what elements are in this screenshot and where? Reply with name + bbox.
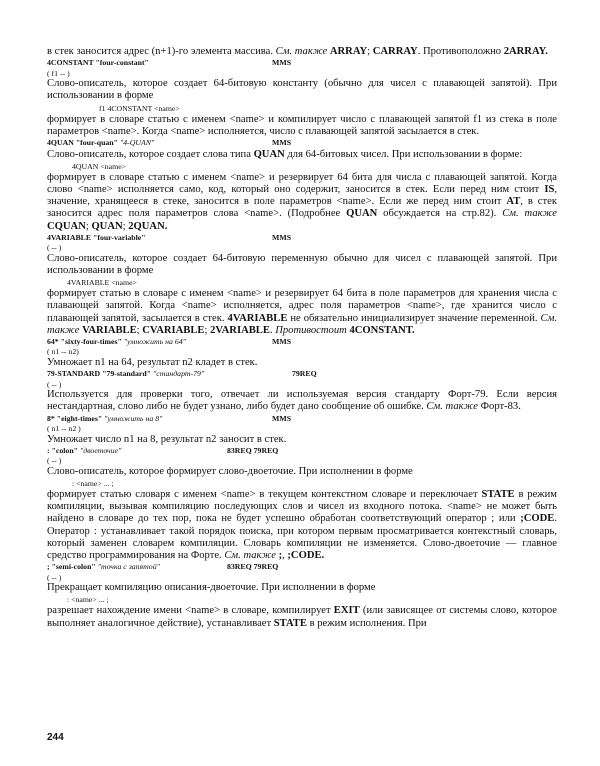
text-run: формирует в словаре статью с именем <name> и компилирует число с плавающей запятой f1 из стека в поле параметров <name>. Когда <name> исполняется, число с плавающей запятой засылается в стек.: [47, 113, 557, 137]
entry-translation: "точка с запятой": [97, 562, 160, 572]
text-run: . Противоположно: [417, 46, 504, 57]
paragraph: [47, 582, 557, 594]
entry-heading: [47, 369, 557, 380]
stack-notation: ( n1 -- n2): [47, 347, 79, 357]
bold-term: STATE: [481, 488, 515, 500]
stack-notation: ( -- ): [47, 243, 62, 253]
italic-text: См. также: [502, 208, 557, 220]
italic-text: См. также: [275, 46, 328, 57]
text-run: Форт-83.: [478, 401, 521, 413]
entry-translation: "умножить на 64": [123, 336, 186, 346]
italic-text: См. также: [426, 401, 478, 413]
bold-term: QUAN: [253, 148, 285, 160]
paragraph: [47, 149, 557, 161]
bold-term: 4CONSTANT.: [349, 324, 415, 336]
bold-term: AT: [506, 196, 521, 208]
entry-tags: MMS: [272, 336, 292, 346]
bold-term: 2VARIABLE: [210, 324, 270, 336]
page-number: 244: [47, 732, 64, 743]
entry-tags: MMS: [272, 232, 292, 242]
paragraph: [47, 288, 557, 337]
usage-example: : <name> ... ;: [67, 595, 109, 605]
entry-translation: "умножить на 8": [104, 413, 163, 423]
entry-pronunciation: "four-variable": [93, 232, 146, 242]
entry-name: 4VARIABLE: [47, 232, 92, 242]
entry-tags: 79REQ: [292, 369, 317, 379]
paragraph: [47, 466, 557, 478]
entry-name: 8*: [47, 413, 55, 423]
entry-translation: "стандарт-79": [153, 369, 205, 379]
entry-name: 64*: [47, 336, 59, 346]
paragraph: [47, 114, 557, 138]
entry-name: 4CONSTANT: [47, 58, 94, 68]
entry-pronunciation: "four-quan": [75, 138, 118, 148]
text-run: Используется для проверки того, отвечает ли используемая версия стандарту Форт-79. Если версия нестандартная, слово либо не будет узнано, либо будет дано сообщение об ошибке.: [47, 389, 557, 413]
document-page: [47, 46, 557, 630]
text-run: обсуждается на стр.82).: [377, 208, 503, 220]
bold-term: ;CODE: [520, 513, 555, 525]
text-run: , в стек заносится адрес поля параметров слова <name>. (Подробнее: [47, 196, 557, 220]
entry-pronunciation: "semi-colon": [51, 562, 96, 572]
bold-term: 4VARIABLE: [227, 312, 288, 324]
entry-name: 4QUAN: [47, 138, 74, 148]
usage-example: f1 4CONSTANT <name>: [99, 103, 180, 113]
entry-pronunciation: "79-standard": [102, 369, 152, 379]
bold-term: CARRAY: [372, 46, 418, 57]
text-run: . Оператор : устанавливает такой порядок поиска, при котором первым просматривается контекстный словарь, который заменен словарем компиляции. Словарь компиляции не изменяется. Слово-двоеточие — главное средство программирования на Форте.: [47, 513, 557, 561]
entry-heading: [47, 446, 557, 457]
text-run: ;: [122, 220, 129, 232]
italic-text: Противостоит: [275, 324, 347, 336]
bold-term: STATE: [273, 617, 307, 629]
text-run: для 64-битовых чисел. При использовании в форме:: [284, 148, 523, 160]
text-run: Слово-описатель, которое создает слова типа: [47, 148, 254, 160]
usage-example: 4VARIABLE <name>: [67, 278, 137, 288]
text-run: Умножает n1 на 64, результат n2 кладет в стек.: [47, 356, 258, 368]
entry-heading: [47, 337, 557, 348]
paragraph: [47, 605, 557, 629]
entry-translation: "двоеточие": [79, 445, 122, 455]
text-run: формирует статью в словаре с именем <name> и резервирует 64 бита в поле параметров для хранения числа с плавающей запятой. Когда <name> исполняется, адрес поля параметров <name>, где хранится число с плавающей запятой, засылается в стек.: [47, 288, 557, 324]
entry-name: :: [47, 445, 50, 455]
entry-name: ;: [47, 562, 50, 572]
text-run: в режим компиляции, вызывая компиляцию последующих слов и чисел из входного потока. <name> не может быть найдено в словаре до тех пор, пока не будет успешно обработан соответствующий оператор ; или: [47, 488, 557, 525]
bold-term: CVARIABLE: [142, 324, 205, 336]
text-run: ;: [85, 220, 92, 232]
bold-term: VARIABLE: [82, 324, 137, 336]
entry-pronunciation: "colon": [51, 445, 78, 455]
entry-heading: [47, 138, 557, 149]
text-run: Слово-описатель, которое формирует слово-двоеточие. При исполнении в форме: [47, 465, 413, 477]
bold-term: QUAN: [346, 208, 378, 220]
stack-notation: ( f1 -- ): [47, 68, 70, 78]
text-run: ;: [367, 46, 373, 57]
entry-pronunciation: "four-constant": [95, 58, 149, 68]
entry-tags: 83REQ 79REQ: [227, 562, 279, 572]
text-run: Слово-описатель, которое создает 64-битовую константу (обычно для чисел с плавающей запятой). При использовании в форме: [47, 78, 557, 102]
text-run: .: [269, 324, 276, 336]
text-run: , значение, хранящееся в стеке, заносится в поле параметров <name>. Если же перед ним стоит: [47, 183, 557, 208]
entry-tags: MMS: [272, 413, 292, 423]
paragraph: [47, 489, 557, 562]
paragraph: [47, 357, 557, 369]
stack-notation: ( -- ): [47, 572, 62, 582]
text-run: (или зависящее от системы слово, которое выполняет аналогичное действие), устанавливает: [47, 605, 557, 629]
bold-term: CQUAN: [47, 220, 86, 232]
entry-heading: [47, 414, 557, 425]
text-run: ;: [204, 324, 211, 336]
bold-term: QUAN: [91, 220, 123, 232]
text-run: Прекращает компиляцию описания-двоеточие. При исполнении в форме: [47, 582, 376, 594]
paragraph: [47, 46, 557, 58]
bold-term: EXIT: [333, 605, 360, 617]
paragraph: [47, 389, 557, 413]
text-run: Слово-описатель, которое создает 64-битовую переменную обычно для чисел с плавающей запятой. При использовании в форме: [47, 252, 557, 276]
bold-term: 2QUAN.: [128, 220, 168, 232]
stack-notation: ( -- ): [47, 456, 62, 466]
entry-heading: [47, 233, 557, 244]
text-run: формирует в словаре статью с именем <name> и резервирует 64 бита для числа с плавающей запятой. Когда слово <name> исполняется само, код, который оно содержит, заносится в стек. Если перед ним стоит: [47, 171, 557, 195]
text-run: в режим исполнения. При: [306, 617, 427, 629]
text-run: ,: [282, 549, 288, 561]
bold-term: ;CODE.: [287, 549, 325, 561]
paragraph: [47, 434, 557, 446]
bold-term: ARRAY: [329, 46, 368, 57]
stack-notation: ( -- ): [47, 379, 62, 389]
usage-example: 4QUAN <name>: [72, 161, 127, 171]
usage-example: : <name> ... ;: [72, 478, 114, 488]
bold-term: IS: [544, 183, 555, 195]
stack-notation: ( n1 -- n2 ): [47, 424, 81, 434]
paragraph: [47, 253, 557, 277]
bold-term: 2ARRAY.: [503, 46, 548, 57]
entry-name: 79-STANDARD: [47, 369, 101, 379]
text-run: ;: [136, 324, 143, 336]
italic-text: См. также: [224, 549, 276, 561]
entry-heading: [47, 58, 557, 69]
paragraph: [47, 172, 557, 233]
entry-heading: [47, 562, 557, 573]
entry-pronunciation: "eight-times": [56, 413, 103, 423]
entry-pronunciation: "sixty-four-times": [60, 336, 122, 346]
entry-tags: MMS: [272, 58, 292, 68]
text-run: не обязательно инициализирует значение переменной.: [287, 312, 541, 324]
paragraph: [47, 78, 557, 102]
text-run: разрешает нахождение имени <name> в словаре, компилирует: [47, 605, 334, 617]
entry-tags: MMS: [272, 138, 292, 148]
bold-term: ;: [278, 549, 283, 561]
entry-tags: 83REQ 79REQ: [227, 445, 279, 455]
entry-translation: "4-QUAN": [119, 138, 155, 148]
text-run: формирует статью словаря с именем <name> в текущем контекстном словаре и переключает: [47, 488, 482, 500]
italic-text: См. также: [47, 312, 557, 336]
text-run: в стек заносится адрес (n+1)-го элемента массива.: [47, 46, 276, 57]
text-run: Умножает число n1 на 8, результат n2 заносит в стек.: [47, 433, 287, 445]
